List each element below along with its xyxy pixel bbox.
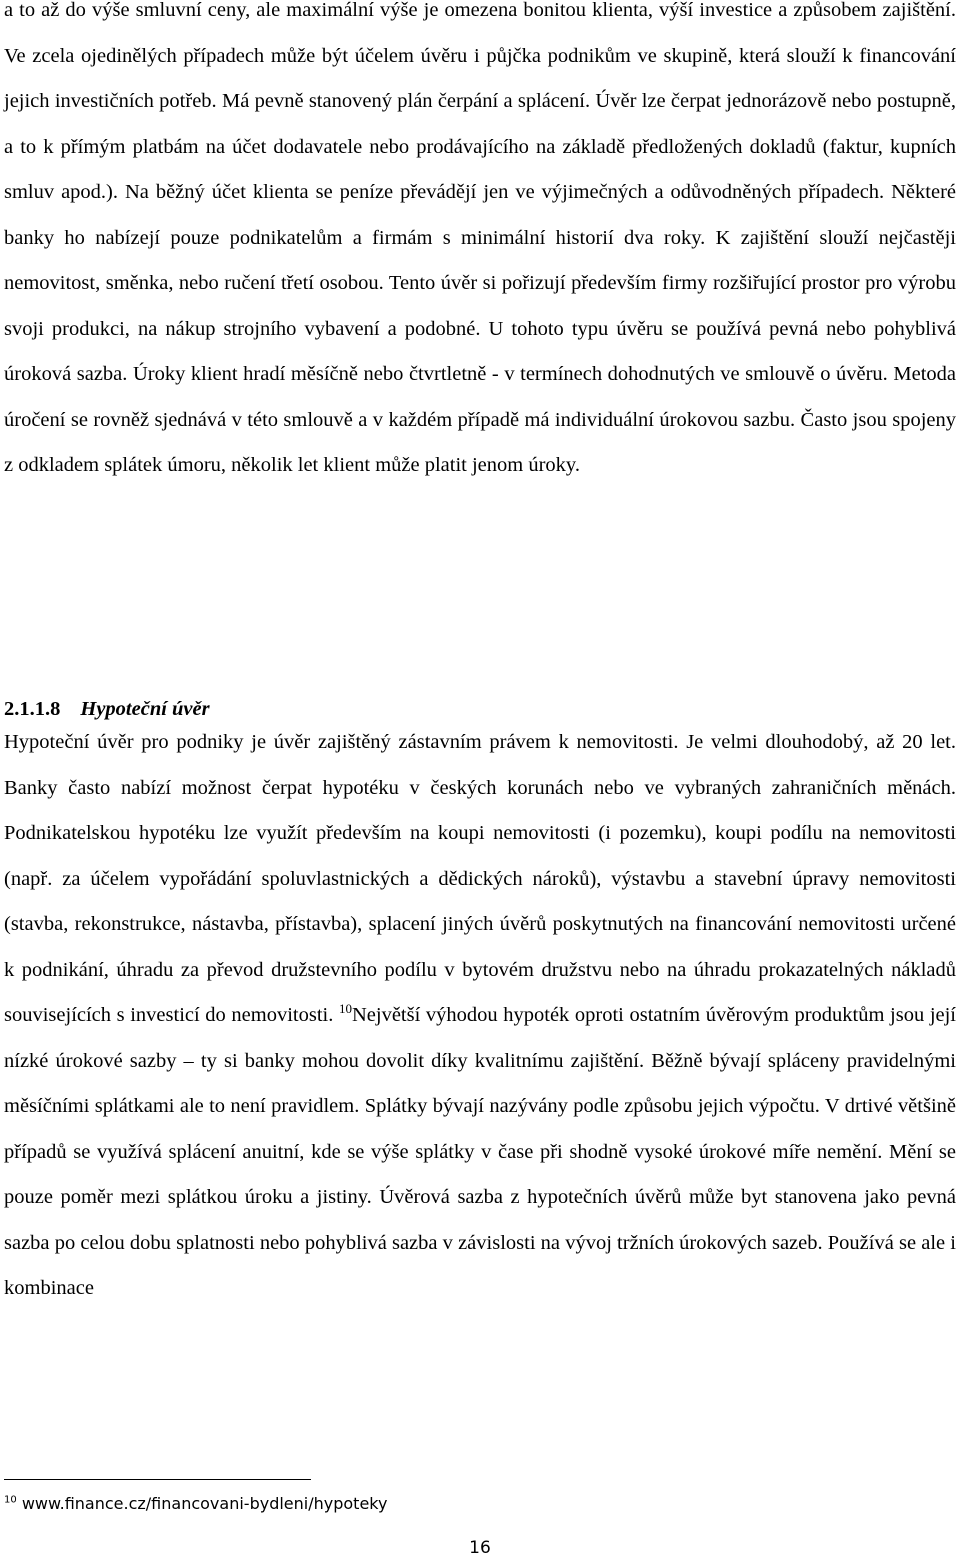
footnote-reference[interactable]: 10 <box>338 1001 352 1017</box>
section-number: 2.1.1.8 <box>4 698 61 720</box>
body-paragraph-1: a to až do výše smluvní ceny, ale maximální výše je omezena bonitou klienta, výší investice a způsobem zajištění. Ve zcela ojedinělých případech může být účelem úvěru i půjčka podnikům ve skupině, která slouží k financování jejich investičních potřeb. Má pevně stanovený plán čerpání a splácení. Úvěr lze čerpat jednorázově nebo postupně, a to k přímým platbám na účet dodavatele nebo prodávajícího na základě předložených dokladů (faktur, kupních smluv apod.). Na běžný účet klienta se peníze převádějí jen ve výjimečných a odůvodněných případech. Některé banky ho nabízejí pouze podnikatelům a firmám s minimální historií dva roky. K zajištění slouží nejčastěji nemovitost, směnka, nebo ručení třetí osobou. Tento úvěr si pořizují především firmy rozšiřující prostor pro výrobu svoji produkci, na nákup strojního vybavení a podobné. U tohoto typu úvěru se používá pevná nebo pohyblivá úroková sazba. Úroky klient hradí měsíčně nebo čtvrtletně - v termínech dohodnutých ve smlouvě o úvěru. Metoda úročení se rovněž sjednává v této smlouvě a v každém případě má individuální úrokovou sazbu. Často jsou spojeny z odkladem splátek úmoru, několik let klient může platit jenom úroky. <box>4 0 956 476</box>
page-number: 16 <box>469 1538 491 1558</box>
section-title: Hypoteční úvěr <box>80 698 210 720</box>
footnote-separator <box>4 1479 311 1480</box>
paragraph-2-part-1: Hypoteční úvěr pro podniky je úvěr zajištěný zástavním právem k nemovitosti. Je velmi dlouhodobý, až 20 let. Banky často nabízí možnost čerpat hypotéku v českých korunách nebo ve vybraných zahraničních měnách. Podnikatelskou hypotéku lze využít především na koupi nemovitosti (i pozemku), koupi podílu na nemovitosti (např. za účelem vypořádání spoluvlastnických a dědických nároků), výstavbu a stavební úpravy nemovitosti (stavba, rekonstrukce, nástavba, přístavba), splacení jiných úvěrů poskytnutých na financování nemovitosti určené k podnikání, úhradu za převod družstevního podílu v bytovém družstvu nebo na úhradu prokazatelných nákladů souvisejících s investicí do nemovitosti. <box>4 731 956 1026</box>
body-paragraph-2 <box>4 720 956 1312</box>
footnote-number: 10 <box>4 1494 17 1506</box>
footnote <box>4 1492 387 1516</box>
paragraph-2-part-2: Největší výhodou hypoték oproti ostatním úvěrovým produktům jsou její nízké úrokové sazby – ty si banky mohou dovolit díky kvalitnímu zajištění. Běžně bývají spláceny pravidelnými měsíčními splátkami ale to není pravidlem. Splátky bývají nazývány podle způsobu jejich výpočtu. V drtivé většině případů se využívá splácení anuitní, kde se výše splátky v čase při shodně vysoké úrokové míře nemění. Mění se pouze poměr mezi splátkou úroku a jistiny. Úvěrová sazba z hypotečních úvěrů může byt stanovena jako pevná sazba po celou dobu splatnosti nebo pohyblivá sazba v závislosti na vývoj tržních úrokových sazeb. Používá se ale i kombinace <box>4 1004 956 1299</box>
footnote-link[interactable]: www.finance.cz/financovani-bydleni/hypoteky <box>21 1494 388 1513</box>
